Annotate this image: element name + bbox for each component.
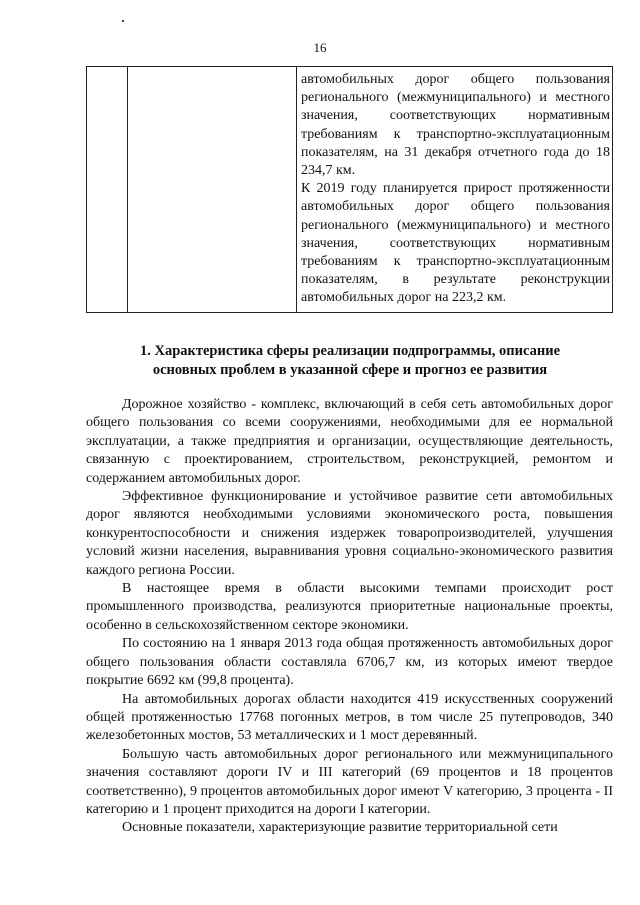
paragraph: На автомобильных дорогах области находится 419 искусственных сооружений общей протяженностью 17768 погонных метров, в том числе 25 путепроводов, 340 железобетонных мостов, 53 металлических и 1 мост деревянный. <box>86 691 613 744</box>
scan-speck <box>122 20 124 22</box>
continued-table <box>86 66 613 313</box>
paragraph: В настоящее время в области высокими темпами происходит рост промышленного производства, реализуются приоритетные национальные проекты, особенно в сельскохозяйственном секторе экономики. <box>86 581 613 633</box>
body-text <box>86 396 613 838</box>
table-cell-number <box>87 67 128 313</box>
table-cell-paragraph: автомобильных дорог общего пользования регионального (межмуниципального) и местного значения, соответствующих нормативным требованиям к транспортно-эксплуатационным показателям, на 31 декабря отчетного года до 18 234,7 км. <box>301 72 610 179</box>
table-row <box>87 67 613 313</box>
section-title: 1. Характеристика сферы реализации подпрограммы, описание основных проблем в указанной сфере и прогноз ее развития <box>139 343 561 378</box>
paragraph: Основные показатели, характеризующие развитие территориальной сети <box>122 820 558 836</box>
paragraph: Большую часть автомобильных дорог регионального или межмуниципального значения составляют дороги IV и III категорий (69 процентов и 18 процентов соответственно), 9 процентов автомобильных дорог имеют V категорию, 3 процента - II категорию и 1 процент приходится на дороги I категории. <box>86 746 613 817</box>
table-cell-content <box>297 67 613 313</box>
paragraph: Эффективное функционирование и устойчивое развитие сети автомобильных дорог являются необходимыми условиями экономического роста, повышения конкурентоспособности и снижения издержек товаропроизводителей, улучшения условий жизни населения, выравнивания уровня социально-экономического развития каждого региона России. <box>86 489 613 578</box>
paragraph: Дорожное хозяйство - комплекс, включающий в себя сеть автомобильных дорог общего пользования со всеми сооружениями, необходимыми для ее нормальной эксплуатации, а также предприятия и организации, осуществляющие деятельность, связанную с проектированием, строительством, реконструкцией, ремонтом и содержанием автомобильных дорог. <box>86 397 613 486</box>
page-number: 16 <box>313 40 327 55</box>
paragraph: По состоянию на 1 января 2013 года общая протяженность автомобильных дорог общего пользования области составляла 6706,7 км, из которых имеют твердое покрытие 6692 км (99,8 процента). <box>86 636 613 689</box>
table-cell-name <box>128 67 297 313</box>
table-cell-paragraph: К 2019 году планируется прирост протяженности автомобильных дорог общего пользования регионального (межмуниципального) и местного значения, соответствующих нормативным требованиям к транспортно-эксплуатационным показателям, в результате реконструкции автомобильных дорог на 223,2 км. <box>301 181 610 306</box>
